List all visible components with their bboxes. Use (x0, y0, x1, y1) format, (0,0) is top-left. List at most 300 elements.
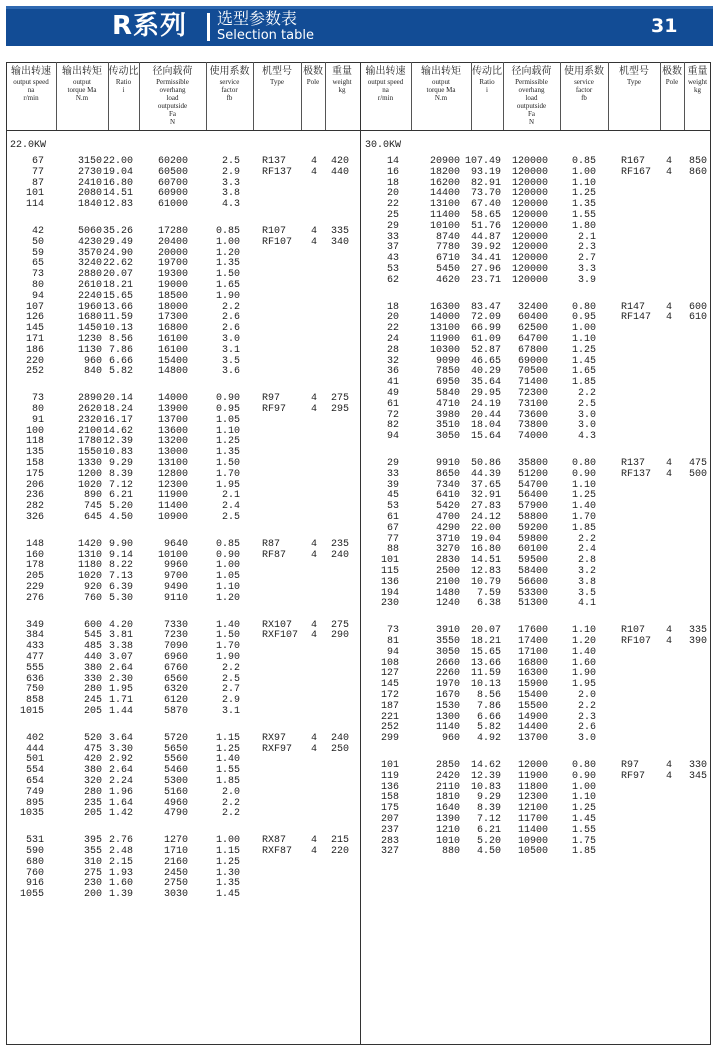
output-speed-cell: 37 (386, 242, 399, 254)
column-header (684, 66, 711, 94)
table-row (0, 825, 719, 836)
ratio-cell: 2.64 (108, 662, 133, 674)
weight-cell: 420 (330, 156, 349, 167)
header-underline (6, 130, 360, 131)
ratio-cell: 12.83 (102, 199, 133, 211)
overhang-load-cell: 5460 (163, 765, 188, 777)
overhang-load-cell: 60200 (157, 156, 188, 167)
output-speed-cell: 65 (31, 258, 44, 270)
ratio-cell: 14.51 (102, 188, 133, 200)
overhang-load-cell: 17600 (517, 625, 548, 637)
overhang-load-cell: 19000 (157, 280, 188, 291)
output-torque-cell: 1210 (435, 824, 460, 836)
overhang-load-cell: 6120 (163, 695, 188, 707)
ratio-cell: 61.09 (470, 334, 501, 345)
overhang-load-cell: 59500 (517, 555, 548, 567)
output-torque-cell: 6710 (435, 253, 460, 265)
output-speed-cell: 230 (380, 598, 399, 610)
table-row (0, 431, 719, 442)
service-factor-cell: 1.55 (571, 824, 596, 836)
overhang-load-cell: 60400 (517, 312, 548, 324)
weight-cell: 335 (688, 625, 707, 637)
output-speed-cell: 32 (386, 355, 399, 367)
ratio-cell: 8.39 (476, 803, 501, 815)
ratio-cell: 10.13 (470, 679, 501, 691)
output-speed-cell: 61 (386, 512, 399, 523)
output-speed-cell: 501 (25, 754, 44, 766)
output-speed-cell: 50 (31, 236, 44, 248)
table-row (0, 701, 719, 712)
output-torque-cell: 16300 (429, 301, 460, 313)
overhang-load-cell: 16100 (157, 334, 188, 345)
type-cell: R147 (621, 301, 646, 313)
output-speed-cell: 477 (25, 652, 44, 663)
ratio-cell: 15.65 (470, 646, 501, 658)
service-factor-cell: 3.6 (221, 366, 240, 378)
output-speed-cell: 33 (386, 231, 399, 243)
overhang-load-cell: 9490 (163, 582, 188, 593)
pole-cell: 4 (311, 732, 318, 744)
output-speed-cell: 67 (386, 522, 399, 534)
column-header-cn: 重量 (687, 66, 708, 77)
ratio-cell: 16.80 (102, 177, 133, 189)
overhang-load-cell: 5560 (163, 754, 188, 766)
output-torque-cell: 1240 (435, 598, 460, 610)
output-speed-cell: 160 (25, 549, 44, 561)
overhang-load-cell: 11400 (517, 824, 548, 836)
type-cell: RXF107 (262, 630, 299, 642)
column-header (360, 66, 411, 102)
overhang-load-cell: 35800 (517, 458, 548, 469)
ratio-cell: 1.71 (108, 695, 133, 707)
ratio-cell: 18.21 (102, 280, 133, 291)
output-speed-cell: 175 (25, 468, 44, 480)
service-factor-cell: 2.5 (221, 512, 240, 523)
overhang-load-cell: 71400 (517, 377, 548, 389)
pole-cell: 4 (666, 636, 673, 647)
output-speed-cell: 62 (386, 274, 399, 286)
service-factor-cell: 1.70 (571, 512, 596, 523)
service-factor-cell: 2.2 (577, 533, 596, 545)
output-torque-cell: 1200 (77, 468, 102, 480)
table-row (0, 178, 719, 189)
output-speed-cell: 36 (386, 366, 399, 378)
overhang-load-cell: 14400 (517, 722, 548, 734)
overhang-load-cell: 60500 (157, 166, 188, 178)
service-factor-cell: 3.0 (577, 409, 596, 421)
overhang-load-cell: 16300 (517, 668, 548, 680)
weight-cell: 345 (688, 770, 707, 782)
service-factor-cell: 3.5 (577, 587, 596, 599)
ratio-cell: 22.00 (102, 156, 133, 167)
service-factor-cell: 1.10 (571, 625, 596, 637)
column-header-cn: 传动比 (108, 66, 139, 77)
table-row (0, 744, 719, 755)
output-torque-cell: 3050 (435, 431, 460, 443)
overhang-load-cell: 67800 (517, 344, 548, 356)
ratio-cell: 83.47 (470, 301, 501, 313)
output-torque-cell: 1230 (77, 334, 102, 345)
ratio-cell: 2.64 (108, 765, 133, 777)
overhang-load-cell: 120000 (511, 210, 548, 221)
ratio-cell: 18.24 (102, 404, 133, 415)
table-row (0, 523, 719, 534)
overhang-load-cell: 69000 (517, 355, 548, 367)
service-factor-cell: 1.50 (215, 630, 240, 642)
overhang-load-cell: 12800 (157, 468, 188, 480)
service-factor-cell: 2.5 (221, 156, 240, 167)
service-factor-cell: 4.3 (221, 199, 240, 211)
service-factor-cell: 1.05 (215, 414, 240, 426)
overhang-load-cell: 1270 (163, 835, 188, 847)
overhang-load-cell: 13100 (157, 458, 188, 469)
output-speed-cell: 326 (25, 512, 44, 523)
pole-cell: 4 (666, 166, 673, 178)
column-separator (325, 62, 326, 130)
service-factor-cell: 1.85 (215, 776, 240, 787)
table-row (0, 722, 719, 733)
output-torque-cell: 2110 (435, 781, 460, 793)
service-factor-cell: 1.05 (215, 571, 240, 583)
column-header-cn: 机型号 (619, 66, 649, 77)
column-separator (253, 62, 254, 130)
service-factor-cell: 1.90 (215, 290, 240, 302)
service-factor-cell: 1.95 (215, 479, 240, 491)
output-speed-cell: 45 (386, 490, 399, 502)
weight-cell: 215 (330, 835, 349, 847)
service-factor-cell: 1.85 (571, 522, 596, 534)
output-torque-cell: 2830 (435, 555, 460, 567)
overhang-load-cell: 120000 (511, 242, 548, 254)
output-torque-cell: 3570 (77, 247, 102, 259)
service-factor-cell: 1.45 (571, 814, 596, 825)
service-factor-cell: 2.6 (221, 323, 240, 335)
output-speed-cell: 237 (380, 824, 399, 836)
table-row (0, 690, 719, 701)
title-english: Selection table (217, 28, 314, 43)
output-torque-cell: 2890 (77, 393, 102, 405)
ratio-cell: 2.92 (108, 754, 133, 766)
output-torque-cell: 645 (83, 512, 102, 523)
output-torque-cell: 380 (83, 662, 102, 674)
overhang-load-cell: 120000 (511, 253, 548, 265)
service-factor-cell: 1.35 (571, 199, 596, 211)
service-factor-cell: 3.9 (577, 274, 596, 286)
output-torque-cell: 3550 (435, 636, 460, 647)
output-speed-cell: 749 (25, 786, 44, 798)
ratio-cell: 39.92 (470, 242, 501, 254)
overhang-load-cell: 20000 (157, 247, 188, 259)
table-row (0, 712, 719, 723)
output-speed-cell: 172 (380, 690, 399, 701)
output-torque-cell: 9910 (435, 458, 460, 469)
output-torque-cell: 1680 (77, 312, 102, 324)
overhang-load-cell: 15500 (517, 700, 548, 712)
column-header-cn: 传动比 (472, 66, 502, 77)
ratio-cell: 7.86 (108, 344, 133, 356)
ratio-cell: 40.29 (470, 366, 501, 378)
table-row (0, 588, 719, 599)
table-row (0, 323, 719, 334)
output-speed-cell: 108 (380, 657, 399, 669)
table-row (0, 334, 719, 345)
table-row (0, 668, 719, 679)
output-torque-cell: 600 (83, 619, 102, 631)
overhang-load-cell: 6320 (163, 684, 188, 696)
overhang-load-cell: 57900 (517, 501, 548, 513)
table-row (0, 420, 719, 431)
pole-cell: 4 (666, 468, 673, 480)
ratio-cell: 9.90 (108, 538, 133, 550)
column-header (660, 66, 684, 86)
page-number: 31 (651, 15, 678, 37)
table-row (0, 156, 719, 167)
output-torque-cell: 475 (83, 743, 102, 755)
table-row (0, 771, 719, 782)
overhang-load-cell: 120000 (511, 220, 548, 232)
service-factor-cell: 2.9 (221, 695, 240, 707)
overhang-load-cell: 64700 (517, 334, 548, 345)
type-cell: R137 (621, 458, 646, 469)
ratio-cell: 7.13 (108, 571, 133, 583)
table-row (0, 625, 719, 636)
output-torque-cell: 5450 (435, 264, 460, 275)
service-factor-cell: 1.70 (215, 641, 240, 653)
type-cell: RX107 (262, 619, 293, 631)
table-row (0, 399, 719, 410)
ratio-cell: 2.15 (108, 856, 133, 868)
service-factor-cell: 2.3 (577, 242, 596, 254)
table-row (0, 868, 719, 879)
output-torque-cell: 1300 (435, 711, 460, 723)
output-speed-cell: 20 (386, 312, 399, 324)
output-speed-cell: 81 (386, 636, 399, 647)
service-factor-cell: 3.8 (221, 188, 240, 200)
overhang-load-cell: 51300 (517, 598, 548, 610)
pole-cell: 4 (311, 846, 318, 857)
overhang-load-cell: 120000 (511, 166, 548, 178)
overhang-load-cell: 120000 (511, 156, 548, 167)
ratio-cell: 2.76 (108, 835, 133, 847)
output-torque-cell: 7850 (435, 366, 460, 378)
column-header-cn: 输出转速 (11, 66, 51, 77)
service-factor-cell: 2.5 (577, 398, 596, 410)
overhang-load-cell: 13200 (157, 436, 188, 448)
table-row (0, 480, 719, 491)
ratio-cell: 7.86 (476, 700, 501, 712)
service-factor-cell: 1.75 (571, 835, 596, 847)
output-torque-cell: 2240 (77, 290, 102, 302)
output-speed-cell: 636 (25, 673, 44, 685)
ratio-cell: 20.44 (470, 409, 501, 421)
service-factor-cell: 1.00 (571, 781, 596, 793)
table-row (0, 232, 719, 243)
weight-cell: 220 (330, 846, 349, 857)
output-speed-cell: 171 (25, 334, 44, 345)
table-row (0, 534, 719, 545)
type-cell: R97 (262, 393, 281, 405)
pole-cell: 4 (666, 458, 673, 469)
output-speed-cell: 25 (386, 210, 399, 221)
ratio-cell: 1.64 (108, 797, 133, 809)
service-factor-cell: 2.4 (577, 544, 596, 556)
table-row (0, 814, 719, 825)
table-row (0, 782, 719, 793)
table-row (0, 356, 719, 367)
overhang-load-cell: 1710 (163, 846, 188, 857)
service-factor-cell: 0.80 (571, 458, 596, 469)
ratio-cell: 12.39 (102, 436, 133, 448)
service-factor-cell: 1.25 (215, 743, 240, 755)
overhang-load-cell: 120000 (511, 188, 548, 200)
service-factor-cell: 1.65 (215, 280, 240, 291)
type-cell: RF147 (621, 312, 652, 324)
service-factor-cell: 4.3 (577, 431, 596, 443)
overhang-load-cell: 5300 (163, 776, 188, 787)
output-speed-cell: 654 (25, 776, 44, 787)
output-speed-cell: 1015 (19, 706, 44, 717)
output-speed-cell: 221 (380, 711, 399, 723)
output-torque-cell: 960 (83, 355, 102, 367)
output-torque-cell: 1640 (435, 803, 460, 815)
pole-cell: 4 (666, 312, 673, 324)
service-factor-cell: 1.10 (215, 582, 240, 593)
output-torque-cell: 4230 (77, 236, 102, 248)
weight-cell: 440 (330, 166, 349, 178)
service-factor-cell: 1.25 (571, 344, 596, 356)
output-torque-cell: 485 (83, 641, 102, 653)
overhang-load-cell: 62500 (517, 323, 548, 335)
output-speed-cell: 205 (25, 571, 44, 583)
overhang-load-cell: 53300 (517, 587, 548, 599)
type-cell: RF97 (262, 404, 287, 415)
output-torque-cell: 280 (83, 786, 102, 798)
ratio-cell: 12.39 (470, 770, 501, 782)
table-row (0, 366, 719, 377)
weight-cell: 235 (330, 538, 349, 550)
column-separator (56, 62, 57, 130)
output-torque-cell: 11900 (429, 334, 460, 345)
output-speed-cell: 145 (380, 679, 399, 691)
weight-cell: 330 (688, 760, 707, 771)
power-rating: 22.0KW (10, 140, 47, 151)
weight-cell: 600 (688, 301, 707, 313)
table-row (0, 199, 719, 210)
overhang-load-cell: 17400 (517, 636, 548, 647)
table-row (0, 647, 719, 658)
column-header-en: output speed na r/min (367, 78, 404, 102)
pole-cell: 4 (311, 630, 318, 642)
ratio-cell: 1.42 (108, 808, 133, 820)
output-speed-cell: 49 (386, 388, 399, 399)
output-torque-cell: 310 (83, 856, 102, 868)
output-torque-cell: 2730 (77, 166, 102, 178)
pole-cell: 4 (311, 236, 318, 248)
pole-cell: 4 (666, 770, 673, 782)
service-factor-cell: 3.1 (221, 344, 240, 356)
output-speed-cell: 101 (25, 188, 44, 200)
output-torque-cell: 4700 (435, 512, 460, 523)
ratio-cell: 24.12 (470, 512, 501, 523)
overhang-load-cell: 20400 (157, 236, 188, 248)
column-header (206, 66, 253, 102)
output-torque-cell: 3050 (435, 646, 460, 658)
column-header-cn: 极数 (662, 66, 682, 77)
service-factor-cell: 3.3 (221, 177, 240, 189)
column-header-cn: 输出转矩 (421, 66, 461, 77)
ratio-cell: 18.21 (470, 636, 501, 647)
column-separator (608, 62, 609, 130)
ratio-cell: 1.39 (108, 889, 133, 901)
overhang-load-cell: 12300 (517, 792, 548, 804)
output-torque-cell: 1810 (435, 792, 460, 804)
overhang-load-cell: 70500 (517, 366, 548, 378)
output-torque-cell: 1020 (77, 479, 102, 491)
ratio-cell: 8.22 (108, 560, 133, 572)
output-speed-cell: 276 (25, 592, 44, 604)
output-speed-cell: 236 (25, 490, 44, 502)
output-torque-cell: 235 (83, 797, 102, 809)
table-row (0, 803, 719, 814)
table-row (0, 188, 719, 199)
ratio-cell: 2.48 (108, 846, 133, 857)
overhang-load-cell: 12100 (517, 803, 548, 815)
type-cell: RF137 (621, 468, 652, 480)
overhang-load-cell: 17300 (157, 312, 188, 324)
output-speed-cell: 178 (25, 560, 44, 572)
type-cell: RF107 (621, 636, 652, 647)
table-row (0, 210, 719, 221)
output-torque-cell: 1840 (77, 199, 102, 211)
column-separator (660, 62, 661, 130)
weight-cell: 240 (330, 549, 349, 561)
output-torque-cell: 2620 (77, 404, 102, 415)
table-row (0, 458, 719, 469)
column-header-en: output speed na r/min (13, 78, 49, 102)
pole-cell: 4 (311, 743, 318, 755)
service-factor-cell: 2.4 (221, 501, 240, 513)
column-header-en: weight kg (687, 78, 708, 94)
output-speed-cell: 1055 (19, 889, 44, 901)
table-row (0, 253, 719, 264)
service-factor-cell: 2.0 (221, 786, 240, 798)
overhang-load-cell: 120000 (511, 264, 548, 275)
ratio-cell: 107.49 (464, 156, 501, 167)
overhang-load-cell: 16800 (517, 657, 548, 669)
ratio-cell: 8.39 (108, 468, 133, 480)
column-header-en: Type (627, 78, 641, 86)
weight-cell: 850 (688, 156, 707, 167)
output-torque-cell: 280 (83, 684, 102, 696)
output-torque-cell: 8740 (435, 231, 460, 243)
output-speed-cell: 100 (25, 425, 44, 437)
output-torque-cell: 14000 (429, 312, 460, 324)
output-speed-cell: 750 (25, 684, 44, 696)
ratio-cell: 12.83 (470, 566, 501, 577)
output-speed-cell: 61 (386, 398, 399, 410)
output-speed-cell: 590 (25, 846, 44, 857)
type-cell: RXF87 (262, 846, 293, 857)
overhang-load-cell: 13700 (157, 414, 188, 426)
ratio-cell: 46.65 (470, 355, 501, 367)
type-cell: RF167 (621, 166, 652, 178)
ratio-cell: 72.09 (470, 312, 501, 324)
overhang-load-cell: 10100 (157, 549, 188, 561)
service-factor-cell: 1.20 (215, 247, 240, 259)
output-speed-cell: 158 (380, 792, 399, 804)
output-speed-cell: 175 (380, 803, 399, 815)
overhang-load-cell: 60100 (517, 544, 548, 556)
